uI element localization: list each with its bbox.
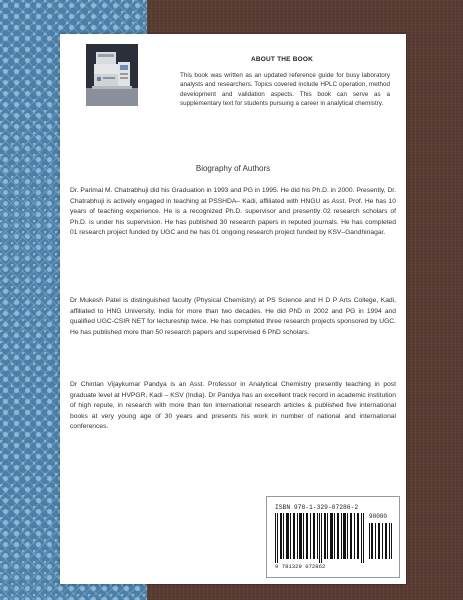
biography-patel: Dr Mukesh Patel is distinguished faculty (Physical Chemistry) at PS Science and H D P Arts College, Kadi, affiliated to HNG University, India for more than two decades. He did PhD in 2002 and PG in 1994 and qualified UGC-CSIR NET for lectureship twice. He has completed three research projects sponsored by UGC. He has published more than 50 research papers and supervised 6 PhD scholars. bbox=[70, 297, 396, 336]
addon-barcode-icon bbox=[369, 523, 393, 559]
barcode-box bbox=[266, 496, 400, 578]
about-text: This book was written as an updated reference guide for busy laboratory analysts and researchers. Topics covered include HPLC operation, method development and validation aspects. This book can serve as a supplementary text for students pursuing a career in analytical chemistry. bbox=[180, 72, 390, 107]
hplc-instrument-image bbox=[86, 44, 138, 106]
back-cover-panel bbox=[60, 34, 406, 584]
hplc-instrument-icon bbox=[86, 44, 138, 106]
biography-title: Biography of Authors bbox=[195, 164, 271, 173]
barcode-icon bbox=[275, 513, 365, 563]
barcode-number: 9 781329 072862 bbox=[275, 563, 326, 570]
price-code: 90000 bbox=[369, 513, 388, 520]
biography-chatrabhuji: Dr. Parimal M. Chatrabhuji did his Graduation in 1993 and PG in 1995. He did his Ph.D. in 2000. Presently, Dr. Chatrabhuji is actively engaged in teaching at PSSHDA– Kadi, affiliated with HNGU as Asst. Prof. He has 10 years of teaching experience. He is a recognized Ph.D. supervisor and presently 02 research scholars of Ph.D. is under his supervision. He has published 30 research papers in reputed journals. He has completed 01 research project funded by UGC and he has 01 ongoing research project funded by KSV–Gandhinagar. bbox=[70, 187, 396, 236]
isbn-text: ISBN 978-1-329-07286-2 bbox=[275, 504, 359, 511]
biography-pandya: Dr Chintan Vijaykumar Pandya is an Asst. Professor in Analytical Chemistry presently teaching in post graduate level at HVPGR, Kadi – KSV (India). Dr Pandya has an excellent track record in academic institution of high repute, in research with more than ten international research articles & published five international books at very young age of 30 years and presents his work in number of national and international conferences. bbox=[70, 381, 396, 430]
about-title: ABOUT THE BOOK bbox=[250, 56, 314, 63]
